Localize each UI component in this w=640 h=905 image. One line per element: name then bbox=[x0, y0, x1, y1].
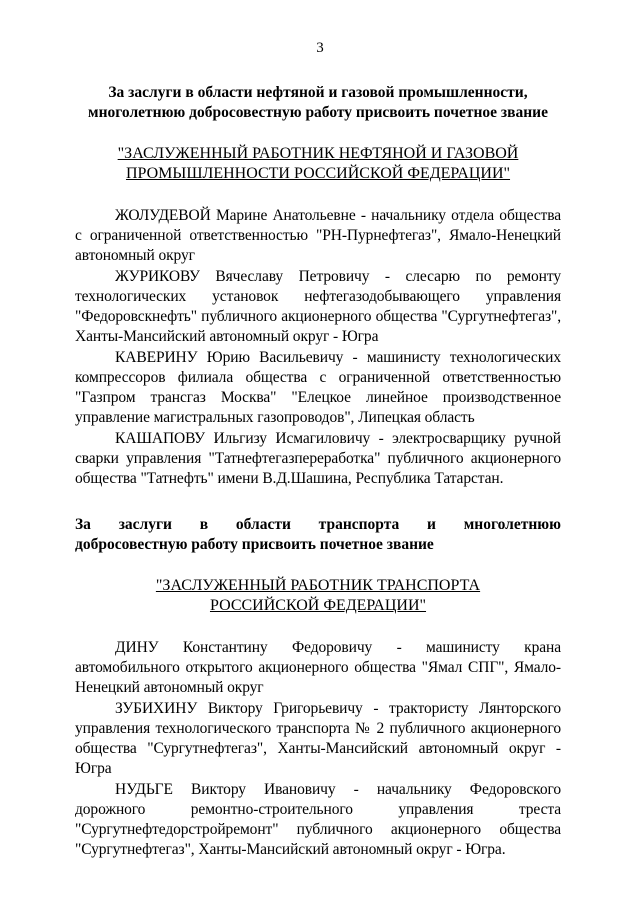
awardee-entry: ЖУРИКОВУ Вячеславу Петровичу - слесарю по ремонту технологических установок нефтегазодобывающего управления "Федоровскнефть" публичного акционерного общества "Сургутнефтегаз", Ханты-Мансийский автономный округ - Югра bbox=[75, 268, 561, 345]
awardee-entry: ЖОЛУДЕВОЙ Марине Анатольевне - начальнику отдела общества с ограниченной ответственностью "РН-Пурнефтегаз", Ямало-Ненецкий автономный округ bbox=[75, 207, 561, 264]
honorary-title-line: "ЗАСЛУЖЕННЫЙ РАБОТНИК ТРАНСПОРТА bbox=[155, 577, 481, 594]
honorary-title bbox=[75, 144, 561, 184]
page-number: 3 bbox=[316, 40, 324, 56]
awardee-entry: КАШАПОВУ Ильгизу Исмагиловичу - электросварщику ручной сварки управления "Татнефтегазпереработка" публичного акционерного общества "Татнефть" имени В.Д.Шашина, Республика Татарстан. bbox=[75, 430, 561, 487]
awardee-entry: КАВЕРИНУ Юрию Васильевичу - машинисту технологических компрессоров филиала общества с ограниченной ответственностью "Газпром трансгаз Москва" "Елецкое линейное производственное управление магистральных газопроводов", Липецкая область bbox=[75, 349, 561, 426]
honorary-title-line: РОССИЙСКОЙ ФЕДЕРАЦИИ" bbox=[209, 597, 427, 614]
honorary-title bbox=[75, 576, 561, 616]
section-intro bbox=[75, 515, 561, 555]
section-transport bbox=[75, 515, 561, 860]
section-intro-line: За заслуги в области нефтяной и газовой промышленности, bbox=[108, 84, 528, 101]
awardee-entry: ДИНУ Константину Федоровичу - машинисту крана автомобильного открытого акционерного общества "Ямал СПГ", Ямало-Ненецкий автономный округ bbox=[75, 639, 561, 696]
document-body bbox=[75, 83, 561, 861]
section-intro bbox=[75, 83, 561, 123]
awardee-list bbox=[75, 206, 561, 489]
awardee-entry: НУДЬГЕ Виктору Ивановичу - начальнику Федоровского дорожного ремонтно-строительного управления треста "Сургутнефтедорстройремонт" публичного акционерного общества "Сургутнефтегаз", Ханты-Мансийский автономный округ - Югра. bbox=[75, 781, 561, 858]
section-oil-gas bbox=[75, 83, 561, 489]
awardee-list bbox=[75, 638, 561, 860]
section-intro-line: многолетнюю добросовестную работу присвоить почетное звание bbox=[88, 104, 548, 121]
section-intro-line: За заслуги в области транспорта и многолетнюю bbox=[75, 516, 561, 533]
section-intro-line: добросовестную работу присвоить почетное звание bbox=[75, 536, 434, 553]
honorary-title-line: "ЗАСЛУЖЕННЫЙ РАБОТНИК НЕФТЯНОЙ И ГАЗОВОЙ bbox=[117, 145, 519, 162]
awardee-entry: ЗУБИХИНУ Виктору Григорьевичу - трактористу Лянторского управления технологического транспорта № 2 публичного акционерного общества "Сургутнефтегаз", Ханты-Мансийский автономный округ - Югра bbox=[75, 700, 561, 777]
honorary-title-line: ПРОМЫШЛЕННОСТИ РОССИЙСКОЙ ФЕДЕРАЦИИ" bbox=[125, 165, 511, 182]
